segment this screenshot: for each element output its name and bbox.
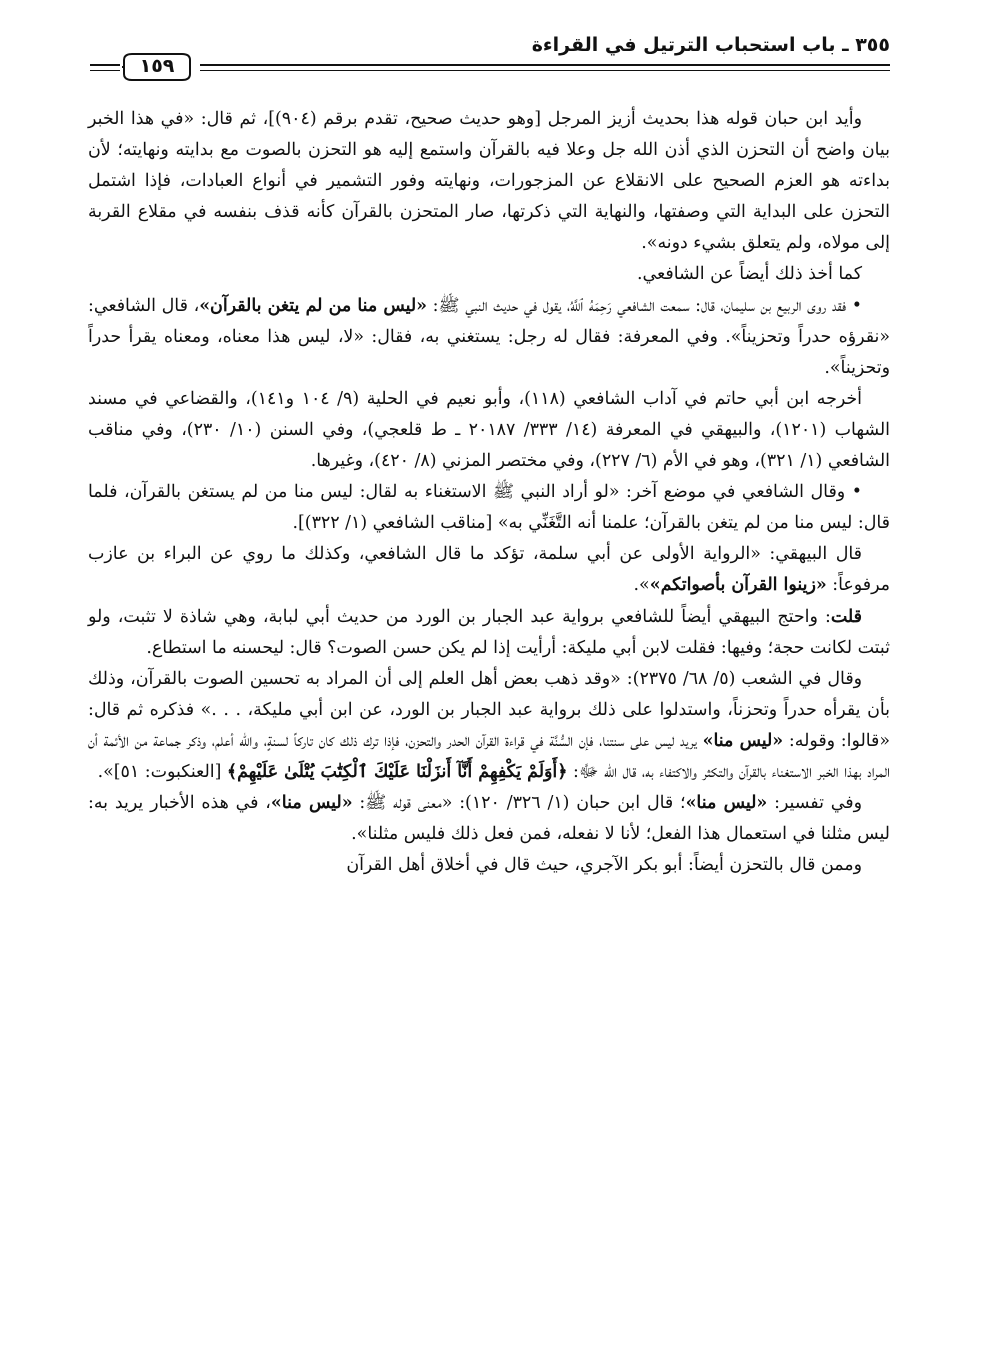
text-run: وممن قال بالتحزن أيضاً: أبو بكر الآجري، حيث قال في أخلاق أهل القرآن: [346, 855, 862, 876]
header-rule-left-thin: [90, 70, 120, 71]
paragraph: [88, 104, 890, 259]
text-run: قال البيهقي: «الرواية الأولى عن أبي سلمة، تؤكد ما قال الشافعي، وكذلك ما روي عن البراء بن عازب مرفوعاً:: [88, 544, 890, 596]
paragraph: [88, 384, 890, 477]
paragraph: [88, 602, 890, 664]
text-run: ؛ قال ابن حبان (١/ ٣٢٦/ ١٢٠): «معنى قوله ﷺ:: [352, 793, 686, 814]
header-rule-left-thick: [90, 64, 120, 66]
text-run: وقال في الشعب (٥/ ٦٨/ ٢٣٧٥): «وقد ذهب بعض أهل العلم إلى أن المراد به تحسين الصوت بالقرآن، وذلك بأن يقرأه حدراً وتحزناً، واستدلوا على ذلك برواية عبد الجبار بن الورد، عن ابن أبي مليكة، . . .» فذكره ثم قال: «قالوا: وقوله:: [88, 668, 891, 751]
paragraph: [88, 291, 890, 384]
text-run: وفي تفسير:: [767, 793, 862, 814]
text-run: • وقال الشافعي في موضع آخر: «لو أراد النبي ﷺ الاستغناء به لقال: ليس منا من لم يستغن بالقرآن، فلما قال: ليس منا من لم يتغن بالقرآن؛ علمنا أنه التَّغَنِّي به» [مناقب الشافعي (١/ ٣٢٢)].: [88, 482, 890, 534]
bold-text-run: «زينوا القرآن بأصواتكم»: [649, 575, 827, 596]
bold-text-run: قلت: [830, 606, 862, 627]
bold-text-run: «ليس منا»: [702, 730, 784, 751]
page-number-badge: [122, 52, 192, 82]
header-rule-thick: [200, 64, 890, 66]
paragraph: [88, 539, 890, 601]
text-run: • فقد روى الربيع بن سليمان، قال: سمعت الشافعي رَحِمَهُ ٱللَّهُ، يقول في حديث النبي ﷺ:: [427, 295, 863, 316]
header-rule-thin: [200, 70, 890, 71]
text-run: وأيد ابن حبان قوله هذا بحديث أزيز المرجل [وهو حديث صحيح، تقدم برقم (٩٠٤)]، ثم قال: «في هذا الخبر بيان واضح أن التحزن الذي أذن الله جل وعلا فيه بالقرآن واستمع إليه هو التحزن بالصوت مع بدايته ونهايته؛ لأن بداءته هو العزم الصحيح على الانقلاع عن المزجورات، ونهايته وفور التشمير في أنواع العبادات، فإذا اشتمل التحزن على البداية التي وصفتها، والنهاية التي ذكرتها، صار المتحزن بالقرآن كأنه قذف بنفسه في مقلاع القربة إلى مولاه، ولم يتعلق بشيء دونه».: [88, 109, 890, 254]
text-run: يريد ليس على سنتنا، فإن السُّنَّة في قراءة القرآن الحدر والتحزن، فإذا ترك ذلك كان تاركاً لسنةٍ، والله أعلم، وذكر جماعة من الأئمة أن المراد بهذا الخبر الاستغناء بالقرآن والتكثر والاكتفاء به، قال الله ﷻ:: [88, 730, 890, 782]
bold-text-run: «ليس منا»: [270, 793, 353, 814]
paragraph: [88, 850, 890, 881]
text-run: [العنكبوت: ٥١]».: [97, 761, 227, 782]
bold-text-run: «ليس منا»: [685, 793, 768, 814]
text-run: أخرجه ابن أبي حاتم في آداب الشافعي (١١٨)، وأبو نعيم في الحلية (٩/ ١٠٤ و١٤١)، والقضاعي في مسند الشهاب (١٢٠١)، والبيهقي في المعرفة (١٤/ ٣٣٣/ ٢٠١٨٧ ـ ط قلعجي)، وفي السنن (١٠/ ٢٣٠)، وفي مناقب الشافعي (١/ ٣٢١)، وهو في الأم (٦/ ٢٢٧)، وفي مختصر المزني (٨/ ٤٢٠)، وغيرها.: [88, 388, 891, 472]
text-run: ، قال الشافعي: «نقرؤه حدراً وتحزيناً». وفي المعرفة: فقال له رجل: يستغني به، فقال: «لا، ليس هذا معناه، ومعناه يقرأ حدراً وتحزيناً».: [88, 295, 890, 378]
paragraph: [88, 259, 890, 290]
paragraph: [88, 788, 890, 850]
page-header: [90, 30, 890, 90]
text-run: كما أخذ ذلك أيضاً عن الشافعي.: [636, 264, 862, 285]
text-run: ».: [633, 575, 650, 596]
text-run: ، في هذه الأخبار يريد به: ليس مثلنا في استعمال هذا الفعل؛ لأنا لا نفعله، فمن فعل ذلك فليس مثلنا».: [88, 793, 890, 845]
page-number: ١٥٩: [139, 55, 175, 77]
running-title: ٣٥٥ ـ باب استحباب الترتيل في القراءة: [531, 34, 890, 56]
bold-text-run: «ليس منا من لم يتغن بالقرآن»: [199, 295, 428, 316]
paragraph: [88, 477, 890, 539]
text-run: : واحتج البيهقي أيضاً للشافعي برواية عبد الجبار بن الورد من حديث أبي لبابة، وهي شاذة لا تثبت، ولو ثبتت لكانت حجة؛ وفيها: فقلت لابن أبي مليكة: أرأيت إذا لم يكن حسن الصوت؟ قال: ليحسنه ما استطاع.: [88, 606, 890, 658]
bold-text-run: ﴿أَوَلَمْ يَكْفِهِمْ أَنَّآ أَنزَلْنَا عَلَيْكَ ٱلْكِتَٰبَ يُتْلَىٰ عَلَيْهِمْ﴾: [226, 761, 568, 782]
body-text: [88, 104, 890, 881]
paragraph: [88, 664, 890, 788]
